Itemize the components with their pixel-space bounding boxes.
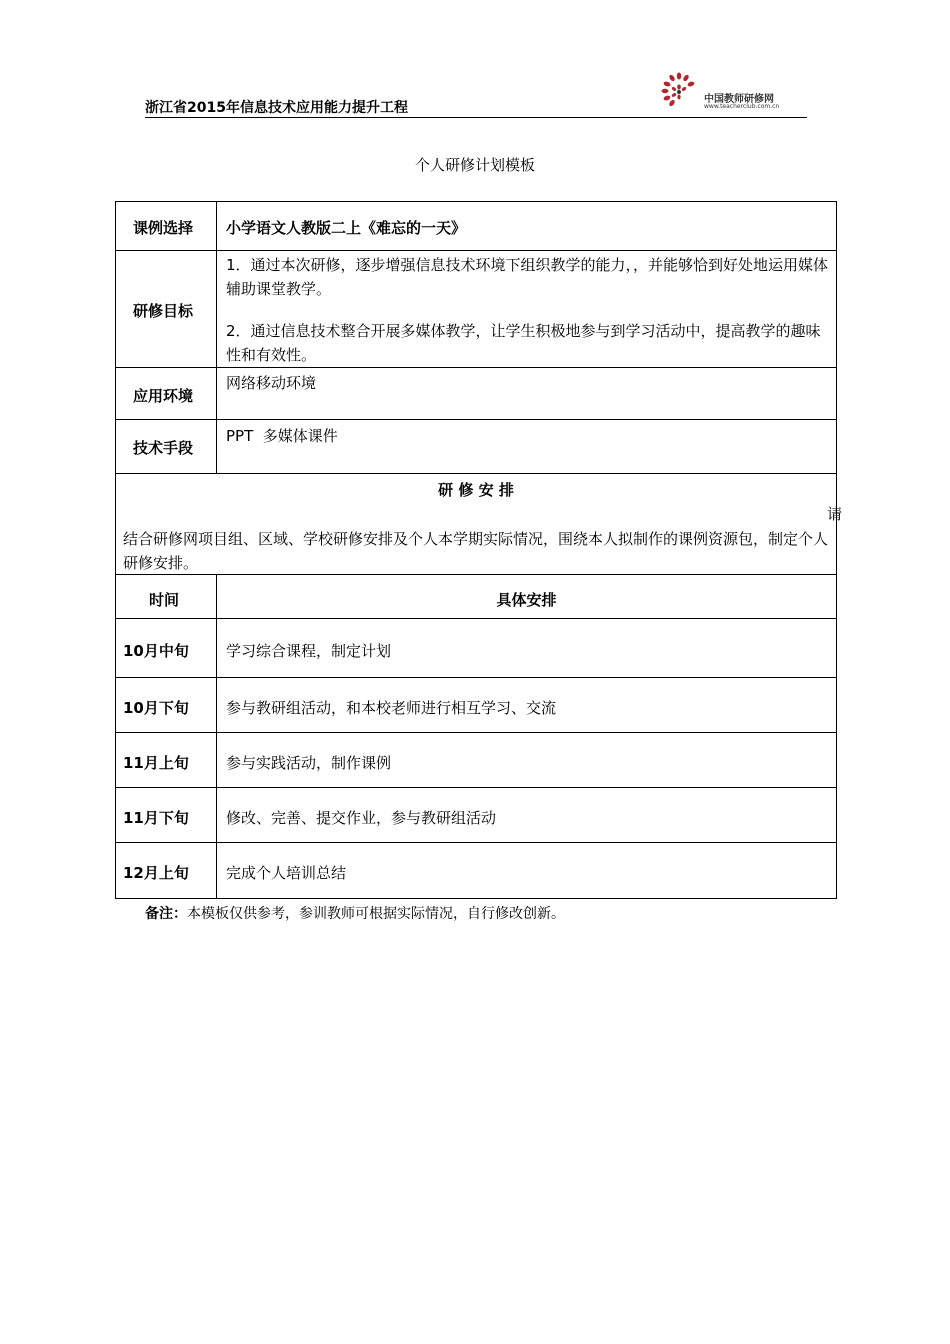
row-divider (115, 787, 837, 788)
row-divider (115, 367, 837, 368)
row-divider (115, 618, 837, 619)
col-header-plan: 具体安排 (496, 591, 557, 609)
goal-label: 研修目标 (133, 302, 194, 320)
row-plan: 学习综合课程，制定计划 (226, 642, 392, 660)
row-divider (115, 677, 837, 678)
column-divider (216, 574, 217, 898)
tech-value: PPT 多媒体课件 (226, 427, 338, 445)
case-value: 小学语文人教版二上《难忘的一天》 (226, 219, 467, 237)
row-time: 11月下旬 (123, 809, 189, 827)
arrangement-instruction: 结合研修网项目组、区域、学校研修安排及个人本学期实际情况，围绕本人拟制作的课例资源包，制定个人研修安排。 (123, 530, 829, 572)
row-divider (115, 250, 837, 251)
row-divider (115, 732, 837, 733)
goal-item-2: 2．通过信息技术整合开展多媒体教学，让学生积极地参与到学习活动中，提高教学的趣味性和有效性。 (226, 322, 821, 364)
case-label: 课例选择 (133, 219, 194, 237)
footnote-label: 备注： (145, 906, 187, 922)
arrangement-heading: 研 修 安 排 (438, 481, 514, 499)
header-title: 浙江省2015年信息技术应用能力提升工程 (145, 100, 408, 116)
logo (656, 70, 806, 116)
column-divider (216, 201, 217, 473)
row-plan: 参与实践活动，制作课例 (226, 754, 392, 772)
goal-item-1: 1．通过本次研修，逐步增强信息技术环境下组织教学的能力，，并能够恰到好处地运用媒体辅助课堂教学。 (226, 256, 829, 298)
logo-url: www.teacherclub.com.cn (704, 103, 780, 110)
row-divider (115, 419, 837, 420)
logo-text: 中国教师研修网 (704, 94, 774, 105)
col-header-time: 时间 (149, 591, 180, 609)
page-title: 个人研修计划模板 (414, 156, 535, 174)
row-divider (115, 842, 837, 843)
env-label: 应用环境 (133, 387, 194, 405)
row-time: 10月中旬 (123, 642, 189, 660)
instruction-first-char: 请 (827, 505, 843, 523)
row-plan: 修改、完善、提交作业，参与教研组活动 (226, 809, 497, 827)
logo-flower-icon (656, 70, 702, 110)
row-divider (115, 574, 837, 575)
header-divider (145, 117, 807, 118)
row-plan: 完成个人培训总结 (226, 864, 347, 882)
footnote (145, 903, 565, 923)
row-plan: 参与教研组活动，和本校老师进行相互学习、交流 (226, 699, 557, 717)
tech-label: 技术手段 (133, 439, 194, 457)
env-value: 网络移动环境 (226, 374, 317, 392)
row-time: 10月下旬 (123, 699, 189, 717)
row-time: 12月上旬 (123, 864, 189, 882)
footnote-text: 本模板仅供参考，参训教师可根据实际情况，自行修改创新。 (187, 906, 565, 922)
row-time: 11月上旬 (123, 754, 189, 772)
